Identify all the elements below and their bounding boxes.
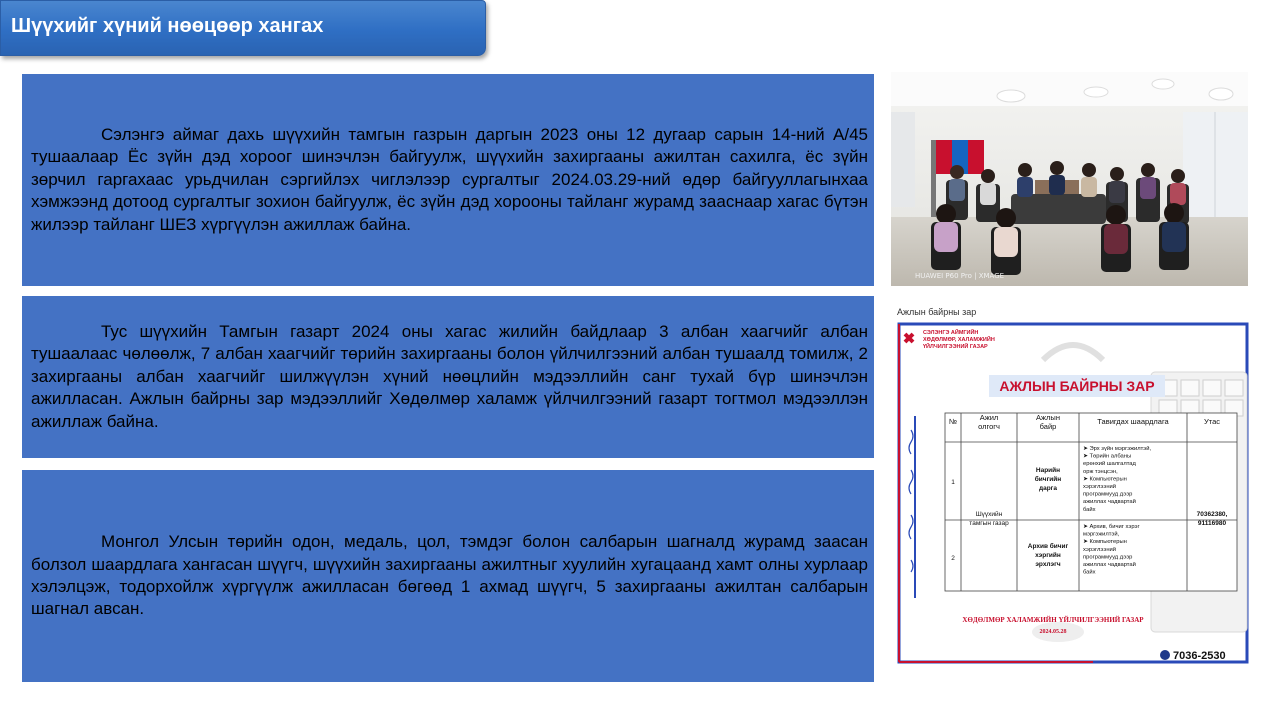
row1-requirement-line: ерөнхий шалгалтад (1083, 461, 1136, 468)
job-poster-graphic (893, 320, 1255, 666)
job-poster (893, 296, 1255, 666)
row2-requirement-line: байх (1083, 569, 1096, 576)
text-box-ethics (22, 74, 874, 286)
paragraph-awards: Монгол Улсын төрийн одон, медаль, цол, тэмдэг болон салбарын шагналд журамд заасан болзол шаардлага хангасан шүүгч, шүүхийн захиргааны ажилтныг хуулийн хугацаанд хамт олны хурлаар хэлэлцэж, тодорхойлж хүргүүлж ажилласан бөгөөд 1 ахмад шүүгч, 5 захиргааны ажилтан салбарын шагнал авсан. (31, 532, 868, 619)
poster-org-line3: ҮЙЛЧИЛГЭЭНИЙ ГАЗАР (923, 344, 988, 350)
row2-position-line: эрхлэгч (1035, 561, 1061, 568)
meeting-photo-illustration (891, 72, 1248, 286)
poster-logo (905, 334, 913, 342)
poster-footer-org: ХӨДӨЛМӨР ХАЛАМЖИЙН ҮЙЛЧИЛГЭЭНИЙ ГАЗАР (962, 616, 1144, 624)
paragraph-staffing: Тус шүүхийн Тамгын газарт 2024 оны хагас жилийн байдлаар 3 албан хаагчийг албан тушаалаас чөлөөлж, 7 албан хаагчийг төрийн захиргааны болон үйлчилгээний албан тушаалд томилж, 2 захиргааны албан хаагчийг шилжүүлэн хүний нөөцлийн мэдээллийн санг тухай бүр шинэчлэн ажилласан. Ажлын байрны зар мэдээллийг Хөдөлмөр халамж үйлчилгээний газарт тогтмол мэдээллэн ажиллаж байна. (31, 321, 868, 431)
row1-position-line: Нарийн (1035, 467, 1061, 474)
phone-icon (1160, 650, 1170, 660)
slide-title: Шүүхийг хүний нөөцөөр хангах (11, 15, 324, 37)
row2-requirement-line: программууд дээр (1083, 554, 1133, 561)
poster-title: АЖЛЫН БАЙРНЫ ЗАР (999, 378, 1155, 394)
row1-requirement-line: хэрэглээний (1083, 484, 1117, 490)
text-box-awards (22, 470, 874, 682)
poster-org-line1: СЭЛЭНГЭ АЙМГИЙН (923, 330, 979, 336)
table-header-requirements: Тавигдах шаардлага (1097, 417, 1169, 426)
row1-position-line: дарга (1038, 485, 1058, 492)
row2-requirement-line: хэрэглээний (1083, 546, 1117, 553)
table-header-employer: Ажил олгогч (978, 413, 1000, 431)
employer-line1: Шүүхийн (975, 511, 1003, 518)
row1-num: 1 (951, 479, 955, 486)
row2-position-line: хэргийн (1035, 552, 1061, 559)
row1-requirement-line: ➤ Төрийн албаны (1083, 453, 1132, 460)
row1-requirement-line: ажиллах чадвартай (1083, 499, 1136, 506)
row2-requirement-line: ➤ Компьютерын (1083, 539, 1127, 546)
poster-org-line2: ХӨДӨЛМӨР, ХАЛАМЖИЙН (923, 337, 995, 343)
poster-caption: Ажлын байрны зар (897, 307, 977, 317)
row2-requirement-line: ажиллах чадвартай (1083, 562, 1136, 568)
phone-line2: 91116980 (1197, 520, 1227, 527)
row2-requirement-line: ➤ Архив, бичиг хэрэг (1083, 524, 1140, 530)
slide-title-banner (0, 0, 486, 56)
row2-num: 2 (951, 555, 955, 562)
row1-requirement-line: ➤ Эрх зүйн мэргэжилтэй, (1083, 446, 1152, 452)
poster-footer-date: 2024.05.28 (1039, 629, 1067, 635)
row1-requirement-line: программууд дээр (1083, 491, 1133, 498)
row2-position-line: Архив бичиг (1027, 543, 1069, 550)
table-header-num: № (948, 417, 958, 426)
row1-requirement-line: байх (1083, 506, 1096, 513)
text-box-staffing (22, 296, 874, 458)
row2-requirement-line: мэргэжилтэй, (1083, 531, 1120, 538)
row1-requirement-line: орж тэнцсэн, (1083, 468, 1118, 475)
row1-requirement-line: ➤ Компьютерын (1083, 476, 1127, 483)
row1-position-line: бичгийн (1034, 476, 1062, 483)
table-header-position: Ажлын байр (1036, 413, 1060, 431)
poster-footer-phone: 7036-2530 (1173, 650, 1226, 662)
employer-line2: тамгын газар (969, 520, 1009, 527)
table-header-phone: Утас (1203, 417, 1221, 426)
paragraph-ethics: Сэлэнгэ аймаг дахь шүүхийн тамгын газрын даргын 2023 оны 12 дугаар сарын 14-ний А/45 тушаалаар Ёс зүйн дэд хороог шинэчлэн байгуулж, шүүхийн захиргааны ажилтан сахилга, ёс зүйн зөрчил гаргахаас урьдчилан сэргийлэх чиглэлээр сургалтыг 2024.03.29-ний өдөр байгууллагынхаа хэмжээнд дотоод сургалтыг зохион байгуулж, ёс зүйн дэд хорооны тайланг журамд зааснаар хагас бүтэн жилээр тайланг ШЕЗ хүргүүлэн ажиллаж байна. (31, 124, 868, 234)
photo-watermark: HUAWEI P60 Pro | XMAGE (915, 272, 1005, 280)
meeting-photo (891, 72, 1248, 286)
phone-line1: 70362380, (1196, 511, 1228, 518)
